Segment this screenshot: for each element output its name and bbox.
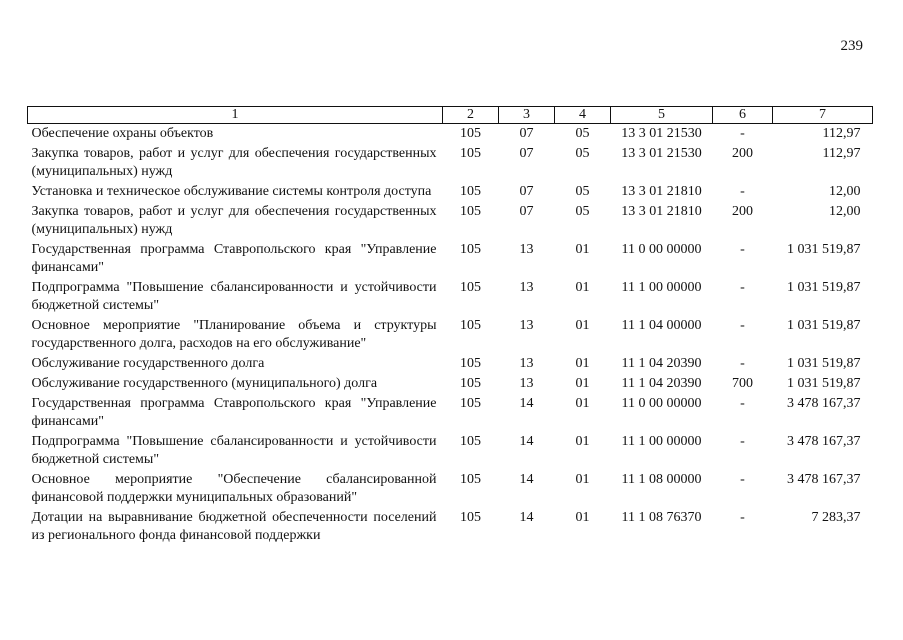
row-code-2: 105 bbox=[460, 376, 481, 391]
row-name: Закупка товаров, работ и услуг для обеспечения государственных (муниципальных) нужд bbox=[31, 204, 437, 237]
row-code-5: 11 1 04 00000 bbox=[621, 318, 702, 333]
row-code-3: 07 bbox=[519, 146, 534, 161]
row-name: Государственная программа Ставропольского края "Управление финансами" bbox=[31, 242, 437, 275]
column-header-5: 5 bbox=[611, 107, 713, 124]
row-name: Закупка товаров, работ и услуг для обеспечения государственных (муниципальных) нужд bbox=[31, 146, 437, 179]
row-code-5: 11 1 04 20390 bbox=[621, 356, 702, 371]
row-code-2: 105 bbox=[460, 396, 481, 411]
row-code-4: 01 bbox=[575, 356, 590, 371]
column-header-2: 2 bbox=[443, 107, 499, 124]
budget-table bbox=[27, 106, 873, 547]
row-code-4: 05 bbox=[575, 204, 590, 219]
row-code-6: 700 bbox=[732, 376, 753, 391]
row-code-2: 105 bbox=[460, 146, 481, 161]
row-amount: 1 031 519,87 bbox=[787, 356, 861, 371]
row-code-2: 105 bbox=[460, 126, 481, 141]
row-amount: 1 031 519,87 bbox=[787, 242, 861, 257]
table-row bbox=[28, 145, 873, 183]
row-code-2: 105 bbox=[460, 356, 481, 371]
table-row bbox=[28, 124, 873, 146]
row-code-4: 05 bbox=[575, 184, 590, 199]
row-code-4: 01 bbox=[575, 280, 590, 295]
row-code-5: 11 1 04 20390 bbox=[621, 376, 702, 391]
row-code-6: 200 bbox=[732, 146, 753, 161]
row-code-2: 105 bbox=[460, 472, 481, 487]
row-amount: 3 478 167,37 bbox=[787, 434, 861, 449]
row-code-3: 13 bbox=[519, 280, 534, 295]
column-header-3: 3 bbox=[499, 107, 555, 124]
table-row bbox=[28, 471, 873, 509]
row-amount: 1 031 519,87 bbox=[787, 318, 861, 333]
row-code-6: - bbox=[740, 280, 745, 295]
row-code-4: 05 bbox=[575, 126, 590, 141]
table-row bbox=[28, 279, 873, 317]
row-code-3: 13 bbox=[519, 376, 534, 391]
row-code-4: 01 bbox=[575, 396, 590, 411]
row-code-2: 105 bbox=[460, 204, 481, 219]
row-code-6: 200 bbox=[732, 204, 753, 219]
row-code-5: 13 3 01 21810 bbox=[621, 204, 702, 219]
row-name: Установка и техническое обслуживание системы контроля доступа bbox=[31, 184, 432, 199]
row-code-3: 13 bbox=[519, 318, 534, 333]
row-code-3: 14 bbox=[519, 510, 534, 525]
row-code-5: 11 1 08 76370 bbox=[621, 510, 702, 525]
row-name: Обслуживание государственного (муниципального) долга bbox=[31, 376, 378, 391]
row-code-3: 07 bbox=[519, 126, 534, 141]
row-code-3: 14 bbox=[519, 472, 534, 487]
row-name: Обеспечение охраны объектов bbox=[31, 126, 214, 141]
row-name: Подпрограмма "Повышение сбалансированности и устойчивости бюджетной системы" bbox=[31, 434, 437, 467]
table-row bbox=[28, 355, 873, 375]
table-row bbox=[28, 317, 873, 355]
row-amount: 12,00 bbox=[829, 184, 861, 199]
row-code-6: - bbox=[740, 184, 745, 199]
row-code-4: 01 bbox=[575, 318, 590, 333]
row-amount: 12,00 bbox=[829, 204, 861, 219]
column-header-7: 7 bbox=[773, 107, 873, 124]
page-number: 239 bbox=[840, 38, 863, 54]
column-header-6: 6 bbox=[713, 107, 773, 124]
row-code-3: 13 bbox=[519, 356, 534, 371]
row-code-6: - bbox=[740, 396, 745, 411]
row-code-6: - bbox=[740, 356, 745, 371]
row-name: Основное мероприятие "Обеспечение сбалансированной финансовой поддержки муниципальных образований" bbox=[31, 472, 437, 505]
row-code-2: 105 bbox=[460, 280, 481, 295]
row-code-5: 13 3 01 21530 bbox=[621, 146, 702, 161]
row-amount: 1 031 519,87 bbox=[787, 376, 861, 391]
row-name: Обслуживание государственного долга bbox=[31, 356, 265, 371]
row-code-2: 105 bbox=[460, 242, 481, 257]
row-code-6: - bbox=[740, 242, 745, 257]
row-code-4: 01 bbox=[575, 242, 590, 257]
row-code-3: 07 bbox=[519, 204, 534, 219]
row-name: Государственная программа Ставропольского края "Управление финансами" bbox=[31, 396, 437, 429]
row-amount: 112,97 bbox=[822, 126, 861, 141]
row-code-2: 105 bbox=[460, 318, 481, 333]
row-name: Основное мероприятие "Планирование объема и структуры государственного долга, расходов на его обслуживание" bbox=[31, 318, 437, 351]
row-code-5: 11 1 00 00000 bbox=[621, 280, 702, 295]
table-row bbox=[28, 375, 873, 395]
row-name: Дотации на выравнивание бюджетной обеспеченности поселений из регионального фонда финансовой поддержки bbox=[31, 510, 437, 543]
row-code-2: 105 bbox=[460, 510, 481, 525]
row-code-4: 01 bbox=[575, 434, 590, 449]
row-code-5: 13 3 01 21530 bbox=[621, 126, 702, 141]
row-amount: 7 283,37 bbox=[811, 510, 861, 525]
row-code-4: 01 bbox=[575, 472, 590, 487]
column-header-row bbox=[28, 107, 873, 124]
table-row bbox=[28, 183, 873, 203]
row-code-6: - bbox=[740, 510, 745, 525]
table-row bbox=[28, 509, 873, 547]
row-amount: 112,97 bbox=[822, 146, 861, 161]
row-code-3: 14 bbox=[519, 396, 534, 411]
row-code-4: 05 bbox=[575, 146, 590, 161]
row-code-3: 14 bbox=[519, 434, 534, 449]
row-code-5: 13 3 01 21810 bbox=[621, 184, 702, 199]
table-row bbox=[28, 241, 873, 279]
row-code-5: 11 1 00 00000 bbox=[621, 434, 702, 449]
row-amount: 3 478 167,37 bbox=[787, 472, 861, 487]
table-row bbox=[28, 433, 873, 471]
row-code-4: 01 bbox=[575, 510, 590, 525]
row-code-5: 11 0 00 00000 bbox=[621, 242, 702, 257]
column-header-1: 1 bbox=[28, 107, 443, 124]
row-code-2: 105 bbox=[460, 184, 481, 199]
row-code-2: 105 bbox=[460, 434, 481, 449]
table-row bbox=[28, 203, 873, 241]
table-row bbox=[28, 395, 873, 433]
row-code-6: - bbox=[740, 472, 745, 487]
row-code-3: 07 bbox=[519, 184, 534, 199]
row-amount: 1 031 519,87 bbox=[787, 280, 861, 295]
row-code-6: - bbox=[740, 126, 745, 141]
row-code-6: - bbox=[740, 434, 745, 449]
row-code-6: - bbox=[740, 318, 745, 333]
column-header-4: 4 bbox=[555, 107, 611, 124]
row-code-5: 11 0 00 00000 bbox=[621, 396, 702, 411]
row-code-3: 13 bbox=[519, 242, 534, 257]
row-name: Подпрограмма "Повышение сбалансированности и устойчивости бюджетной системы" bbox=[31, 280, 437, 313]
row-code-5: 11 1 08 00000 bbox=[621, 472, 702, 487]
row-code-4: 01 bbox=[575, 376, 590, 391]
row-amount: 3 478 167,37 bbox=[787, 396, 861, 411]
